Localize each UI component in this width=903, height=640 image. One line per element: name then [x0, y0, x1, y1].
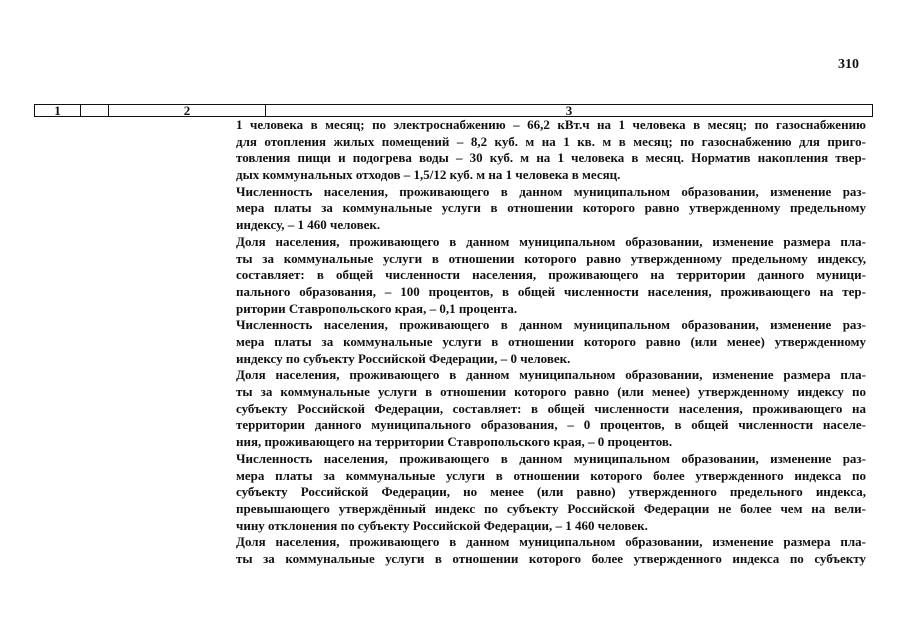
text-line: превышающего утверждённый индекс по субъекту Российской Федерации не более чем на вели-	[236, 500, 866, 516]
table-header-row	[34, 104, 873, 117]
text-line: Численность населения, проживающего в данном муниципальном образовании, изменение раз-	[236, 450, 866, 466]
text-line: индексу по субъекту Российской Федерации, – 0 человек.	[236, 350, 571, 366]
text-line: пального образования, – 100 процентов, в общей численности населения, проживающего на тер-	[236, 283, 866, 299]
text-line: для отопления жилых помещений – 8,2 куб. м на 1 кв. м в месяц; по газоснабжению для приго-	[236, 133, 866, 149]
text-line: Доля населения, проживающего в данном муниципальном образовании, изменение размера пла-	[236, 534, 866, 550]
text-line: Доля населения, проживающего в данном муниципальном образовании, изменение размера пла-	[236, 367, 866, 383]
text-line: ты за коммунальные услуги в отношении которого равно утвержденному предельному индексу,	[236, 250, 866, 266]
table-header-col-2: 2	[109, 105, 266, 116]
text-line: мера платы за коммунальные услуги в отношении которого равно (или менее) утвержденному	[236, 333, 866, 349]
table-header-col-3: 3	[565, 103, 573, 118]
text-line: индексу, – 1 460 человек.	[236, 217, 381, 233]
text-line: товления пищи и подогрева воды – 30 куб. м на 1 человека в месяц. Норматив накопления твер-	[236, 150, 866, 166]
text-line: Численность населения, проживающего в данном муниципальном образовании, изменение раз-	[236, 317, 866, 333]
table-header-col-1-spacer	[81, 105, 109, 116]
page-number: 310	[838, 57, 859, 72]
text-line: территории данного муниципального образования, – 0 процентов, в общей численности населе-	[236, 417, 866, 433]
text-line: ритории Ставропольского края, – 0,1 процента.	[236, 300, 518, 316]
text-line: Доля населения, проживающего в данном муниципальном образовании, изменение размера пла-	[236, 233, 866, 249]
text-line: субъекту Российской Федерации, но менее (или равно) утвержденного предельного индекса,	[236, 484, 866, 500]
text-line: составляет: в общей численности населения, проживающего на территории данного муници-	[236, 267, 866, 283]
text-line: Численность населения, проживающего в данном муниципальном образовании, изменение раз-	[236, 183, 866, 199]
document-body-text	[236, 117, 866, 568]
text-line: ты за коммунальные услуги в отношении которого равно (или менее) утвержденному индексу по	[236, 384, 866, 400]
text-line: ты за коммунальные услуги в отношении которого более утвержденного индекса по субъекту	[236, 550, 866, 566]
text-line: 1 человека в месяц; по электроснабжению – 66,2 кВт.ч на 1 человека в месяц; по газоснабжению	[236, 117, 866, 132]
text-line: субъекту Российской Федерации, составляет: в общей численности населения, проживающего на	[236, 400, 866, 416]
text-line: ния, проживающего на территории Ставропольского края, – 0 процентов.	[236, 434, 673, 450]
text-line: мера платы за коммунальные услуги в отношении которого равно утвержденному предельному	[236, 200, 866, 216]
table-header-col-1: 1	[35, 105, 81, 116]
text-line: чину отклонения по субъекту Российской Федерации, – 1 460 человек.	[236, 517, 648, 533]
text-line: дых коммунальных отходов – 1,5/12 куб. м на 1 человека в месяц.	[236, 167, 621, 183]
text-line: мера платы за коммунальные услуги в отношении которого более утвержденного индекса по	[236, 467, 866, 483]
